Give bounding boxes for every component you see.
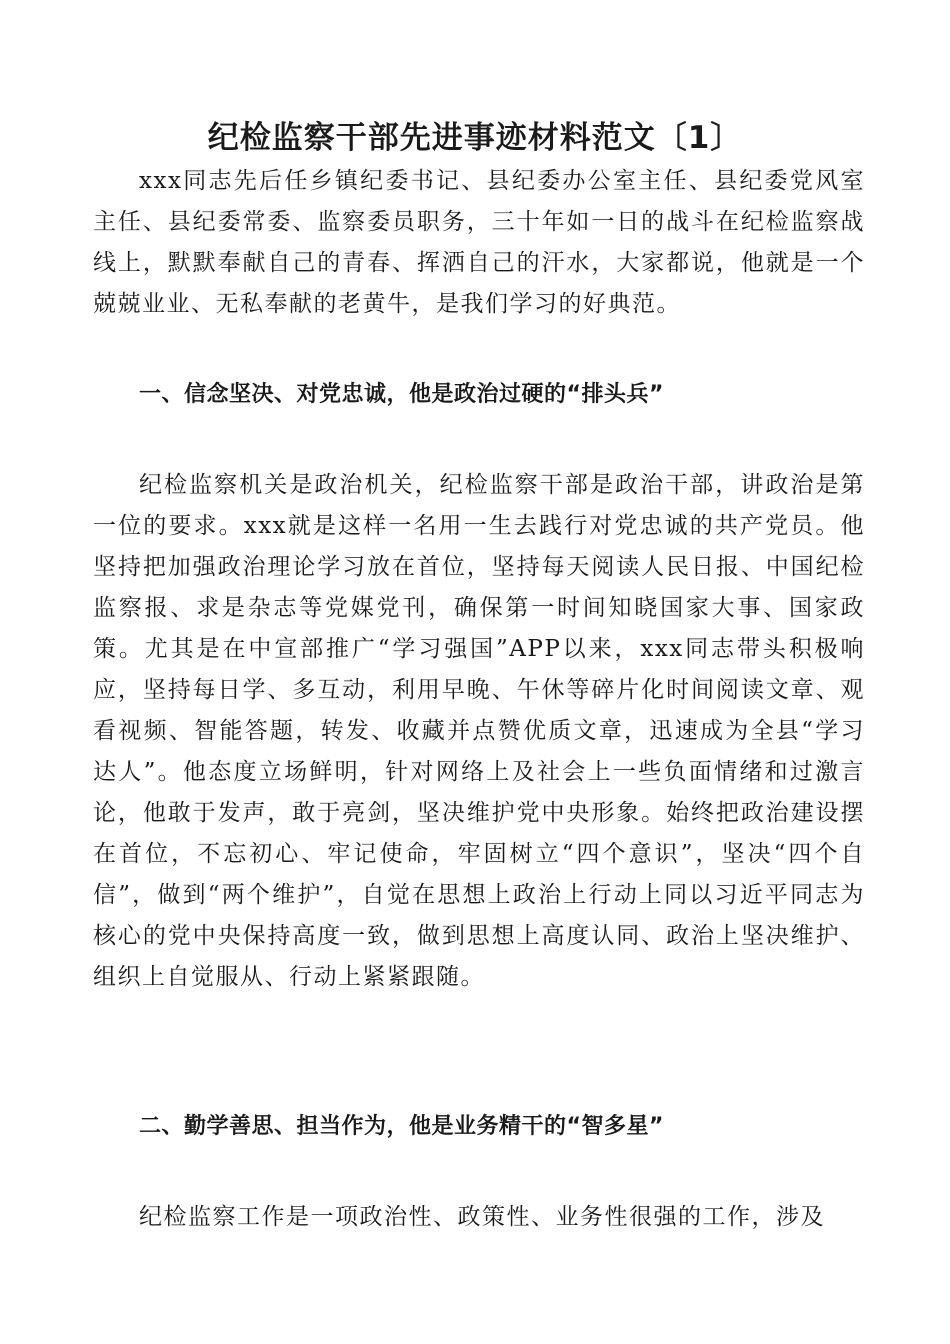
- document-title: 纪检监察干部先进事迹材料范文〔1〕: [207, 120, 743, 156]
- section-heading-2: 二、勤学善思、担当作为，他是业务精干的“智多星”: [139, 1114, 664, 1139]
- intro-paragraph: xxx同志先后任乡镇纪委书记、县纪委办公室主任、县纪委党风室主任、县纪委常委、监察委员职务，三十年如一日的战斗在纪检监察战线上，默默奉献自己的青春、挥洒自己的汗水，大家都说，他就是一个兢兢业业、无私奉献的老黄牛，是我们学习的好典范。: [93, 168, 865, 317]
- section-body-1: 纪检监察机关是政治机关，纪检监察干部是政治干部，讲政治是第一位的要求。xxx就是这样一名用一生去践行对党忠诚的共产党员。他坚持把加强政治理论学习放在首位，坚持每天阅读人民日报、中国纪检监察报、求是杂志等党媒党刊，确保第一时间知晓国家大事、国家政策。尤其是在中宣部推广“学习强国”APP以来，xxx同志带头积极响应，坚持每日学、多互动，利用早晚、午休等碎片化时间阅读文章、观看视频、智能答题，转发、收藏并点赞优质文章，迅速成为全县“学习达人”。他态度立场鲜明，针对网络上及社会上一些负面情绪和过激言论，他敢于发声，敢于亮剑，坚决维护党中央形象。始终把政治建设摆在首位，不忘初心、牢记使命，牢固树立“四个意识”，坚决“四个自信”，做到“两个维护”，自觉在思想上政治上行动上同以习近平同志为核心的党中央保持高度一致，做到思想上高度认同、政治上坚决维护、组织上自觉服从、行动上紧紧跟随。: [93, 472, 865, 990]
- section-body-2: 纪检监察工作是一项政治性、政策性、业务性很强的工作，涉及: [139, 1204, 825, 1230]
- section-heading-1: 一、信念坚决、对党忠诚，他是政治过硬的“排头兵”: [139, 382, 664, 407]
